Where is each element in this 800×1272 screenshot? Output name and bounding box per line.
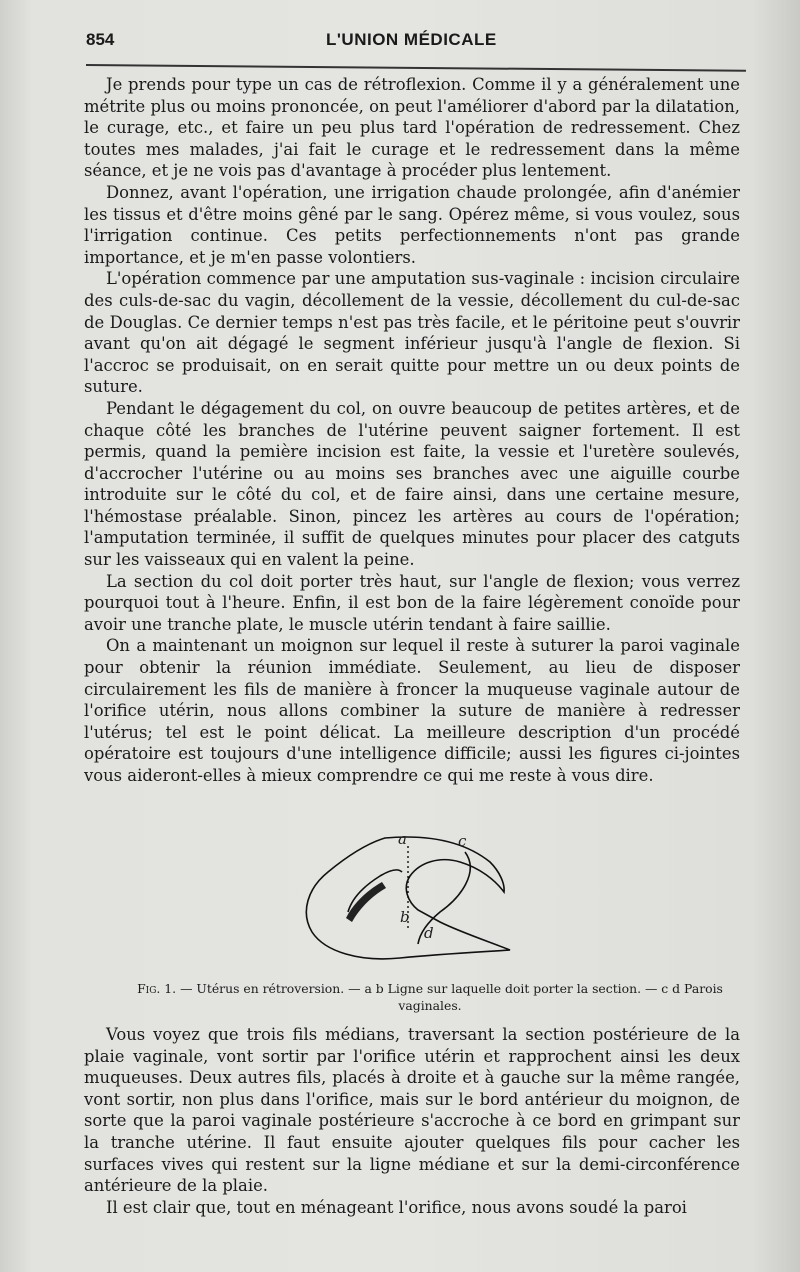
paragraph: La section du col doit porter très haut, sur l'angle de flexion; vous verrez pourquoi tout à l'heure. Enfin, il est bon de la faire légèrement conoïde pour avoir une tranche plate, le muscle utérin tendant à faire saillie. [84,571,740,634]
paragraph: Pendant le dégagement du col, on ouvre beaucoup de petites artères, et de chaque côté les branches de l'utérine peuvent saigner fortement. Il est permis, quand la pemière incision est faite, la vessie et l'uretère soulevés, d'accrocher l'utérine ou au moins ses branches avec une aiguille courbe introduite sur le côté du col, et de faire ainsi, dans une certaine mesure, l'hémostase préalable. Sinon, pincez les artères au cours de l'opération; l'amputation terminée, il suffit de quelques minutes pour placer des catguts sur les vaisseaux qui en valent la peine. [84,398,740,570]
figure-letter-b: b [400,908,410,926]
figure-letter-c: c [458,832,467,850]
main-text [84,74,740,787]
main-text-continued [84,1024,740,1218]
page-number: 854 [86,30,115,49]
paragraph: L'opération commence par une amputation sus-vaginale : incision circulaire des culs-de-sac du vagin, décollement de la vessie, décollement du cul-de-sac de Douglas. Ce dernier temps n'est pas très facile, et le péritoine peut s'ouvrir avant qu'on ait dégagé le segment inférieur jusqu'à l'angle de flexion. Si l'accroc se produisait, on en serait quitte pour mettre un ou deux points de suture. [84,269,740,397]
paragraph: On a maintenant un moignon sur lequel il reste à suturer la paroi vaginale pour obtenir la réunion immédiate. Seulement, au lieu de disposer circulairement les fils de manière à froncer la muqueuse vaginale autour de l'orifice utérin, nous allons combiner la suture de manière à redresser l'utérus; tel est le point délicat. La meilleure description d'un procédé opératoire est toujours d'une intelligence difficile; aussi les figures ci-jointes vous aideront-elles à mieux comprendre ce qui me reste à vous dire. [84,636,740,785]
figure-caption [110,980,750,1014]
paragraph: Donnez, avant l'opération, une irrigation chaude prolongée, afin d'anémier les tissus et d'être moins gêné par le sang. Opérez même, si vous voulez, sous l'irrigation continue. Ces petits perfectionnements n'ont pas grande importance, et je m'en passe volontiers. [84,182,740,267]
caption-text: — Utérus en rétroversion. — a b Ligne sur laquelle doit porter la section. — c d Parois vaginales. [180,981,723,1013]
page-header [86,30,726,58]
figure-letter-d: d [424,924,434,942]
caption-label: Fig. 1. [137,981,177,996]
paragraph: Vous voyez que trois fils médians, traversant la section postérieure de la plaie vaginale, vont sortir par l'orifice utérin et rapprochent ainsi les deux muqueuses. Deux autres fils, placés à droite et à gauche sur la même rangée, vont sortir, non plus dans l'orifice, mais sur le bord antérieur du moignon, de sorte que la paroi vaginale postérieure s'accroche à ce bord en grimpant sur la tranche utérine. Il faut ensuite ajouter quelques fils pour cacher les surfaces vives qui restent sur la ligne médiane et sur la demi-circonférence antérieure de la plaie. [84,1025,740,1196]
running-title: L'UNION MÉDICALE [326,30,497,49]
paragraph: Il est clair que, tout en ménageant l'orifice, nous avons soudé la paroi [106,1197,687,1217]
figure-letter-a: a [398,832,407,848]
paragraph: Je prends pour type un cas de rétroflexion. Comme il y a généralement une métrite plus ou moins prononcée, on peut l'améliorer d'abord par la dilatation, le curage, etc., et faire un peu plus tard l'opération de redressement. Chez toutes mes malades, j'ai fait le curage et le redressement dans la même séance, et je ne vois pas d'avantage à procéder plus lentement. [84,75,740,181]
header-rule [86,64,746,72]
uterus-retroversion-figure [290,832,550,982]
